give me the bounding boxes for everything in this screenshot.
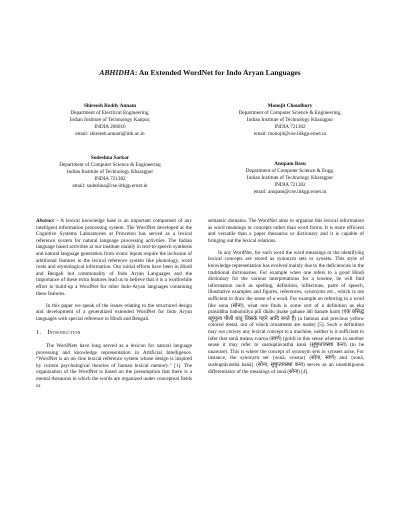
author-block-2 [210, 103, 370, 138]
paper-title [0, 68, 400, 77]
abstract-label: Abstract [36, 218, 54, 224]
body-paragraph: The WordNets have long served as a lexicon for natural language processing and knowledge representation in Artificial Intelligence. “WordNet is an on–line lexical reference system whose design is inspired by current psychological theories of human lexical memory.” [1]. The organization of the WordNet is based on the presumption that there is a mental thesaurus in which the words are organized under conceptual fields or [36, 343, 192, 389]
left-column [36, 218, 192, 395]
title-emph: ABHIDHA [99, 68, 135, 77]
abstract-text: – A lexical knowledge base is an important component of any intelligent information processing system. The WordNet developed at the Cognitive Systems Laboratories at Princeton has served as a lexical reference system for natural language processing activities. The Indian language based activities at our institute mainly in text-to-speech synthesis and natural language generation from iconic inputs require the inclusion of additional features in the lexical reference system like phonology, word roots and etymological information. Our initial efforts have been in Hindi and Bengali but commonality of Indo Aryan Languages and the importance of these extra features lead us to believe that it is a worthwhile effort to build-up a WordNet for other Indo-Aryan languages containing these features. [36, 218, 192, 297]
author-email: email: monojit@cse.iitkgp.ernet.in [253, 131, 327, 137]
body-paragraph: In this paper we speak of the issues relating to the structured design and development of a generalized extended WordNet for Indo Aryan languages with special reference to Hindi and Bengali. [36, 302, 192, 322]
author-dept: Department of Computer Science & Engg. [245, 168, 335, 174]
author-dept: Department of Electrical Engineering, [70, 110, 150, 116]
author-block-3 [30, 155, 190, 190]
body-paragraph: semantic domains. The WordNet aims to organize this lexical information as word meanings or concepts rather than word forms. It is more efficient and versatile than a paper thesaurus or dictionary and it is capable of bringing out the lexical relations. [208, 218, 364, 244]
body-paragraph: In any WordNet, for each word the word meanings or the identifying lexical concepts are stored as synonym sets or synsets. This style of knowledge representation has evolved mainly due to the deficiencies in the traditional dictionaries. For example when one refers to a good Hindi dictionary for the various interpretations for a lexeme, he will find information such as spelling, definition, inflections, parts of speech, illustrative examples and figures, references, synonyms etc., which is not sufficient to draw the sense of a word. For example on referring to a word like sona (सोना), what one finds is some sort of a definition as eka prasiddha bahumūlya pīlī dhātu jisake gahane ādi banate haiṁ (एक प्रसिद्ध बहुमूल्य पीली धातु जिसके गहने आदि बनते हैं) (a famous and precious yellow colored metal, out of which ornaments are made) [5]. Such a definition may not convey any lexical concept to a machine, neither is it sufficient to infer that sonā means svarṇa (स्वर्ण) (gold) in this sense whereas in another sense it may refer to sushuptāvasthā kanā (सुषुप्तावस्था कना) (to be unaware). This is where the concept of synonym sets or synsets arise. For instance, the synonym set {sonā, svarṇa} (सोना, स्वर्ण) and {sonā, sushuptāvasthā kanā} (सोना, सुषुप्तावस्था कना) serves as an unambiguous differentiator of the meanings of sonā (सोना) [4]. [208, 249, 364, 375]
author-name: Shireesh Reddy Annam [83, 103, 137, 109]
author-name: Anupam Basu [274, 161, 306, 167]
author-block-4 [210, 161, 370, 196]
title-rest: : An Extended WordNet for Indo Aryan Languages [134, 68, 301, 77]
abstract-paragraph [36, 218, 192, 297]
author-city: INDIA 721302 [274, 182, 306, 188]
author-city: INDIA 721302 [94, 176, 126, 182]
author-inst: Indian Institute of Technology Kanpur, [69, 117, 151, 123]
author-inst: Indian Institute of Technology Kharagpur [66, 169, 154, 175]
author-dept: Department of Computer Science & Engineering [59, 162, 161, 168]
section-number: 1. [36, 329, 42, 337]
author-inst: Indian Institute of Technology Kharagpur [246, 117, 334, 123]
section-title: Introduction [47, 329, 81, 337]
right-column [208, 218, 364, 381]
author-email: email: sudeshna@cse.iitkgp.ernet.in [72, 183, 148, 189]
author-email: email: shireesh.annam@iitk.ac.in [75, 131, 145, 137]
author-inst: Indian Institute of Technology Kharagpur [246, 175, 334, 181]
author-city: INDIA 721302 [274, 124, 306, 130]
author-dept: Department of Computer Science & Engineering, [238, 110, 342, 116]
author-name: Sudeshna Sarkar [90, 155, 130, 161]
author-city: INDIA 208016 [94, 124, 126, 130]
author-name: Monojit Choudhury [267, 103, 313, 109]
section-heading [36, 330, 192, 337]
author-email: email: anupam@cse.iitkgp.ernet.in [253, 189, 327, 195]
author-block-1 [30, 103, 190, 138]
